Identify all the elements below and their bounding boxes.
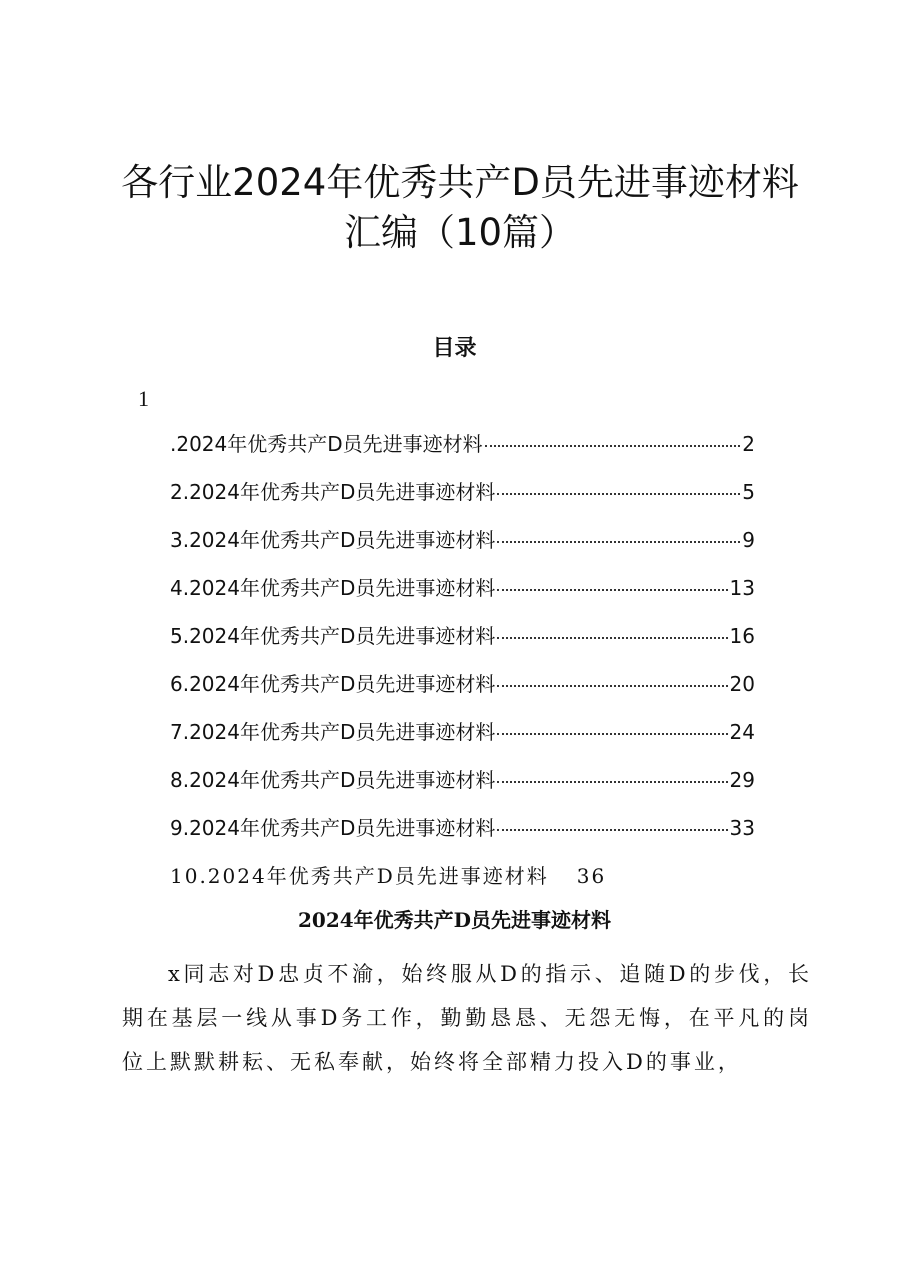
toc-entry-title: 4.2024年优秀共产D员先进事迹材料: [170, 576, 496, 600]
toc-entry-8[interactable]: [170, 760, 755, 808]
toc-leader-dots: [497, 493, 740, 495]
toc-entry-title: 9.2024年优秀共产D员先进事迹材料: [170, 816, 496, 840]
toc-entry-page: 29: [729, 768, 755, 792]
toc-entry-1[interactable]: [170, 424, 755, 472]
toc-entry-page: 2: [742, 432, 755, 456]
toc-leader-dots: [485, 445, 741, 447]
toc-leader-dots: [497, 589, 727, 591]
stray-number: 1: [138, 386, 149, 411]
toc-entry-page: 20: [729, 672, 755, 696]
toc-entry-5[interactable]: [170, 616, 755, 664]
toc-leader-dots: [497, 733, 727, 735]
toc-entry-3[interactable]: [170, 520, 755, 568]
toc-entry-4[interactable]: [170, 568, 755, 616]
toc-entry-2[interactable]: [170, 472, 755, 520]
toc-entry-title: 10.2024年优秀共产D员先进事迹材料: [170, 864, 549, 888]
toc-entry-page: 5: [742, 480, 755, 504]
toc-heading: 目录: [432, 335, 477, 361]
toc-entry-6[interactable]: [170, 664, 755, 712]
toc-entry-title: 2.2024年优秀共产D员先进事迹材料: [170, 480, 496, 504]
toc-entry-title: 5.2024年优秀共产D员先进事迹材料: [170, 624, 496, 648]
table-of-contents: [170, 424, 755, 904]
toc-entry-10[interactable]: [170, 856, 755, 904]
toc-entry-title: 8.2024年优秀共产D员先进事迹材料: [170, 768, 496, 792]
toc-leader-dots: [497, 781, 727, 783]
toc-entry-page: 33: [729, 816, 755, 840]
document-title: 各行业2024年优秀共产D员先进事迹材料汇编（10篇）: [121, 161, 799, 254]
toc-entry-7[interactable]: [170, 712, 755, 760]
toc-entry-page: 24: [729, 720, 755, 744]
toc-entry-title: 7.2024年优秀共产D员先进事迹材料: [170, 720, 496, 744]
toc-leader-dots: [497, 637, 727, 639]
toc-entry-title: 3.2024年优秀共产D员先进事迹材料: [170, 528, 496, 552]
toc-leader-dots: [497, 541, 740, 543]
toc-leader-dots: [497, 829, 727, 831]
toc-entry-page: 36: [576, 864, 607, 888]
toc-entry-9[interactable]: [170, 808, 755, 856]
toc-entry-title: 6.2024年优秀共产D员先进事迹材料: [170, 672, 496, 696]
toc-entry-page: 9: [742, 528, 755, 552]
toc-entry-page: 13: [729, 576, 755, 600]
toc-leader-dots: [497, 685, 727, 687]
toc-entry-title: .2024年优秀共产D员先进事迹材料: [170, 432, 483, 456]
toc-entry-page: 16: [729, 624, 755, 648]
section-title: 2024年优秀共产D员先进事迹材料: [297, 908, 611, 932]
body-paragraph: x同志对D忠贞不渝，始终服从D的指示、追随D的步伐，长期在基层一线从事D务工作，勤勤恳恳、无怨无悔，在平凡的岗位上默默耕耘、无私奉献，始终将全部精力投入D的事业，: [122, 962, 812, 1074]
